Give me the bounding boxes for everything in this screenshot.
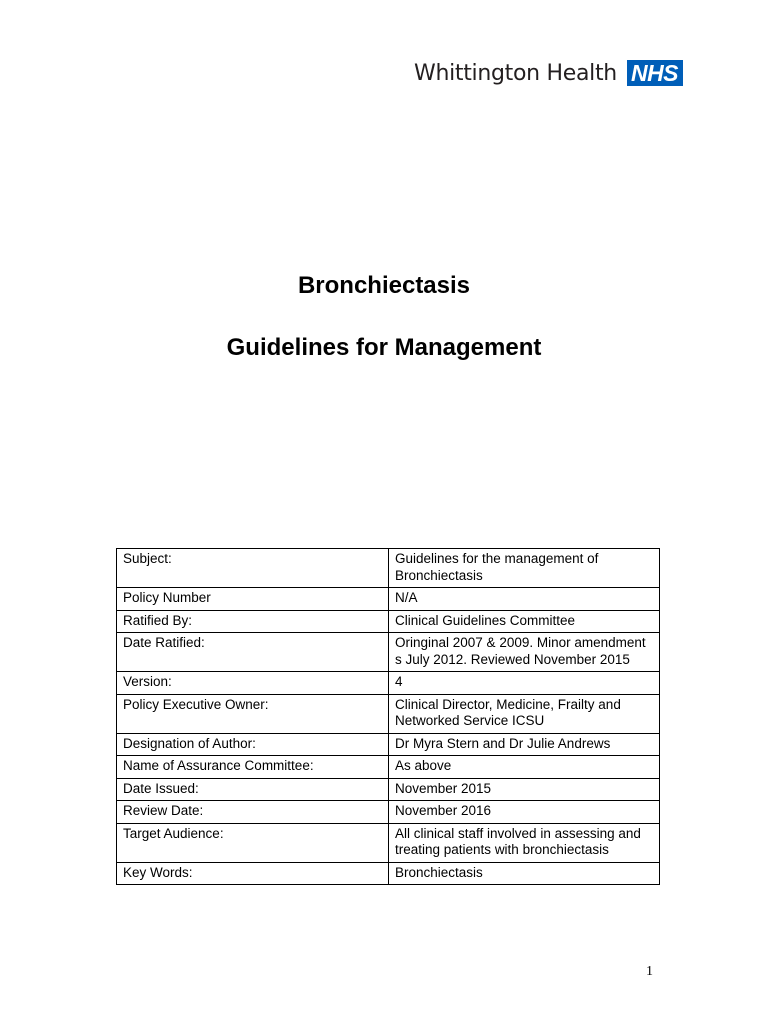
row-label: Name of Assurance Committee: (117, 756, 389, 779)
row-label: Version: (117, 672, 389, 695)
organization-logo (414, 60, 683, 86)
row-label: Date Issued: (117, 778, 389, 801)
policy-details-table (116, 548, 660, 885)
document-title: Bronchiectasis (297, 272, 471, 299)
table-row (117, 549, 660, 588)
row-label: Policy Number (117, 588, 389, 611)
table-row (117, 756, 660, 779)
nhs-badge: NHS (627, 60, 683, 86)
row-label: Designation of Author: (117, 733, 389, 756)
row-label: Policy Executive Owner: (117, 694, 389, 733)
document-subtitle: Guidelines for Management (226, 334, 542, 361)
row-value: Clinical Guidelines Committee (389, 610, 660, 633)
table-row (117, 694, 660, 733)
row-label: Subject: (117, 549, 389, 588)
row-value: As above (389, 756, 660, 779)
row-label: Date Ratified: (117, 633, 389, 672)
row-value: Oringinal 2007 & 2009. Minor amendment s July 2012. Reviewed November 2015 (389, 633, 660, 672)
row-value: Guidelines for the management of Bronchiectasis (389, 549, 660, 588)
table-row (117, 778, 660, 801)
org-name: Whittington Health (414, 60, 617, 86)
row-value: All clinical staff involved in assessing and treating patients with bronchiectasis (389, 823, 660, 862)
row-value: 4 (389, 672, 660, 695)
row-label: Key Words: (117, 862, 389, 885)
row-value: Dr Myra Stern and Dr Julie Andrews (389, 733, 660, 756)
row-value: November 2015 (389, 778, 660, 801)
page-number: 1 (646, 964, 653, 979)
row-value: Bronchiectasis (389, 862, 660, 885)
table-row (117, 733, 660, 756)
row-label: Target Audience: (117, 823, 389, 862)
row-value: November 2016 (389, 801, 660, 824)
row-value: Clinical Director, Medicine, Frailty and Networked Service ICSU (389, 694, 660, 733)
table-row (117, 862, 660, 885)
table-row (117, 633, 660, 672)
table-row (117, 823, 660, 862)
row-label: Ratified By: (117, 610, 389, 633)
table-row (117, 801, 660, 824)
table-row (117, 672, 660, 695)
table-row (117, 588, 660, 611)
table-row (117, 610, 660, 633)
row-value: N/A (389, 588, 660, 611)
row-label: Review Date: (117, 801, 389, 824)
